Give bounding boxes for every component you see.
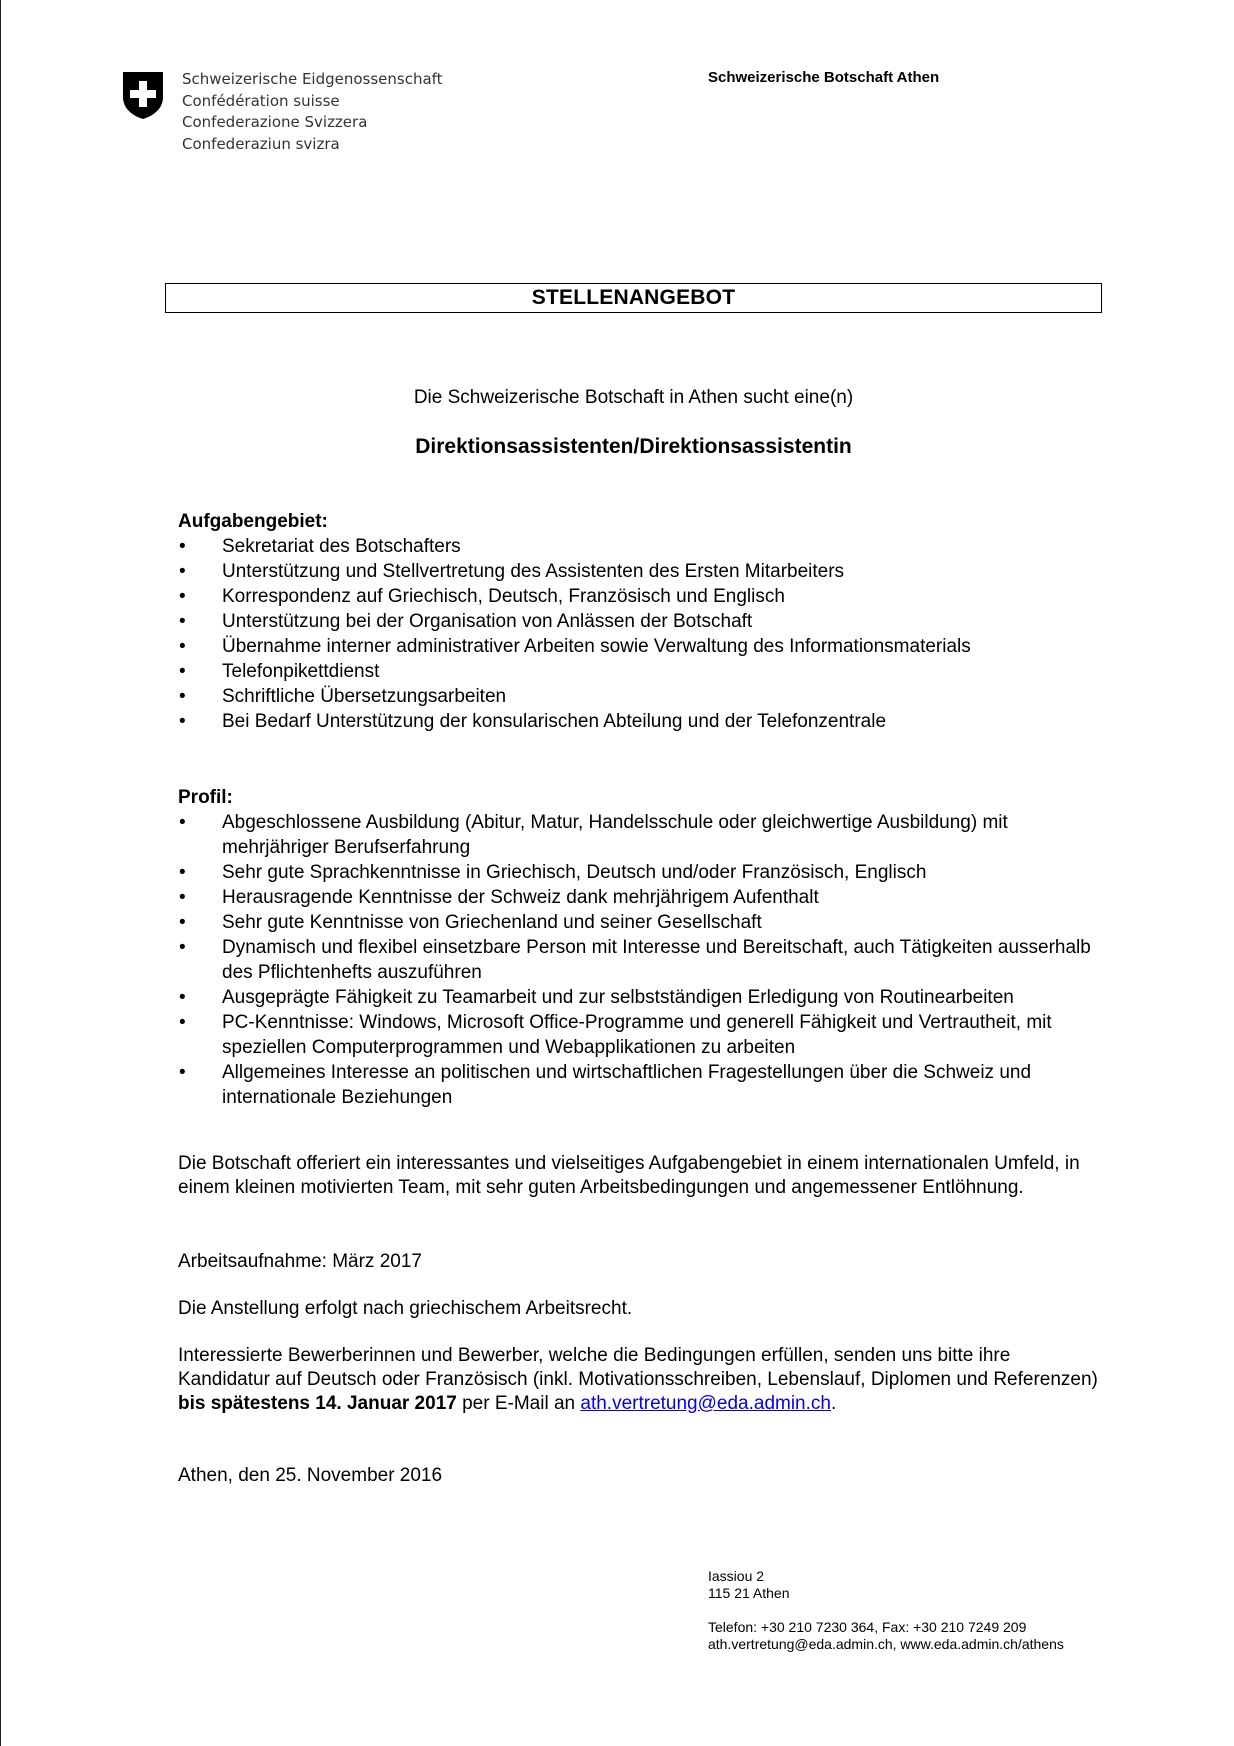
footer-city: 115 21 Athen	[708, 1585, 790, 1601]
employment-law: Die Anstellung erfolgt nach griechischem Arbeitsrecht.	[178, 1298, 633, 1319]
position-title: Direktionsassistenten/Direktionsassistentin	[415, 435, 852, 458]
place-date: Athen, den 25. November 2016	[178, 1465, 443, 1486]
tasks-section	[178, 509, 1098, 734]
list-item: • Schriftliche Übersetzungsarbeiten	[178, 684, 1098, 709]
profile-heading: Profil:	[178, 787, 233, 808]
tasks-list	[178, 534, 1098, 734]
federation-lines	[182, 69, 443, 155]
footer-address	[708, 1568, 1064, 1653]
list-item: • Sekretariat des Botschafters	[178, 534, 1098, 559]
list-item: • PC-Kenntnisse: Windows, Microsoft Office-Programme und generell Fähigkeit und Vertrautheit, mit speziellen Computerprogrammen und Webapplikationen zu arbeiten	[178, 1010, 1098, 1060]
list-item: • Sehr gute Kenntnisse von Griechenland und seiner Gesellschaft	[178, 910, 1098, 935]
footer-phone-fax: Telefon: +30 210 7230 364, Fax: +30 210 7249 209	[708, 1619, 1027, 1635]
application-deadline: bis spätestens 14. Januar 2017	[178, 1393, 457, 1414]
footer-email-web: ath.vertretung@eda.admin.ch, www.eda.admin.ch/athens	[708, 1636, 1064, 1652]
intro-text: Die Schweizerische Botschaft in Athen sucht eine(n)	[413, 387, 854, 408]
tasks-heading: Aufgabengebiet:	[178, 511, 328, 532]
application-paragraph	[178, 1344, 1098, 1416]
application-email-link[interactable]: ath.vertretung@eda.admin.ch	[580, 1393, 831, 1414]
list-item: • Unterstützung bei der Organisation von Anlässen der Botschaft	[178, 609, 1098, 634]
offer-paragraph: Die Botschaft offeriert ein interessantes und vielseitiges Aufgabengebiet in einem internationalen Umfeld, in einem kleinen motivierten Team, mit sehr guten Arbeitsbedingungen und angemessener Entlöhnung.	[178, 1153, 1080, 1198]
application-text: Interessierte Bewerberinnen und Bewerber, welche die Bedingungen erfüllen, senden uns bitte ihre Kandidatur auf Deutsch oder Französisch (inkl. Motivationsschreiben, Lebenslauf, Diplomen und Referenzen)	[178, 1345, 1098, 1390]
federation-line: Schweizerische Eidgenossenschaft	[182, 70, 443, 88]
list-item: • Korrespondenz auf Griechisch, Deutsch, Französisch und Englisch	[178, 584, 1098, 609]
list-item: • Übernahme interner administrativer Arbeiten sowie Verwaltung des Informationsmaterials	[178, 634, 1098, 659]
list-item: • Ausgeprägte Fähigkeit zu Teamarbeit und zur selbstständigen Erledigung von Routinearbeiten	[178, 985, 1098, 1010]
list-item: • Sehr gute Sprachkenntnisse in Griechisch, Deutsch und/oder Französisch, Englisch	[178, 860, 1098, 885]
list-item: • Telefonpikettdienst	[178, 659, 1098, 684]
list-item: • Herausragende Kenntnisse der Schweiz dank mehrjährigem Aufenthalt	[178, 885, 1098, 910]
list-item: • Abgeschlossene Ausbildung (Abitur, Matur, Handelsschule oder gleichwertige Ausbildung) mit mehrjähriger Berufserfahrung	[178, 810, 1098, 860]
list-item: • Allgemeines Interesse an politischen und wirtschaftlichen Fragestellungen über die Schweiz und internationale Beziehungen	[178, 1060, 1098, 1110]
list-item: • Dynamisch und flexibel einsetzbare Person mit Interesse und Bereitschaft, auch Tätigkeiten ausserhalb des Pflichtenhefts auszuführen	[178, 935, 1098, 985]
list-item: • Unterstützung und Stellvertretung des Assistenten des Ersten Mitarbeiters	[178, 559, 1098, 584]
start-date: Arbeitsaufnahme: März 2017	[178, 1251, 422, 1272]
federation-line: Confederazione Svizzera	[182, 113, 368, 131]
swiss-coat-of-arms-icon	[120, 69, 166, 121]
profile-list	[178, 810, 1098, 1110]
federation-line: Confédération suisse	[182, 91, 340, 110]
application-text: per E-Mail an	[456, 1393, 581, 1414]
application-text: .	[830, 1393, 837, 1414]
footer-street: Iassiou 2	[708, 1568, 765, 1584]
embassy-name: Schweizerische Botschaft Athen	[708, 69, 940, 86]
page-left-edge	[0, 0, 1, 1746]
document-title: STELLENANGEBOT	[165, 283, 1102, 313]
list-item: • Bei Bedarf Unterstützung der konsularischen Abteilung und der Telefonzentrale	[178, 709, 1098, 734]
federation-line: Confederaziun svizra	[182, 134, 340, 153]
profile-section	[178, 785, 1098, 1110]
